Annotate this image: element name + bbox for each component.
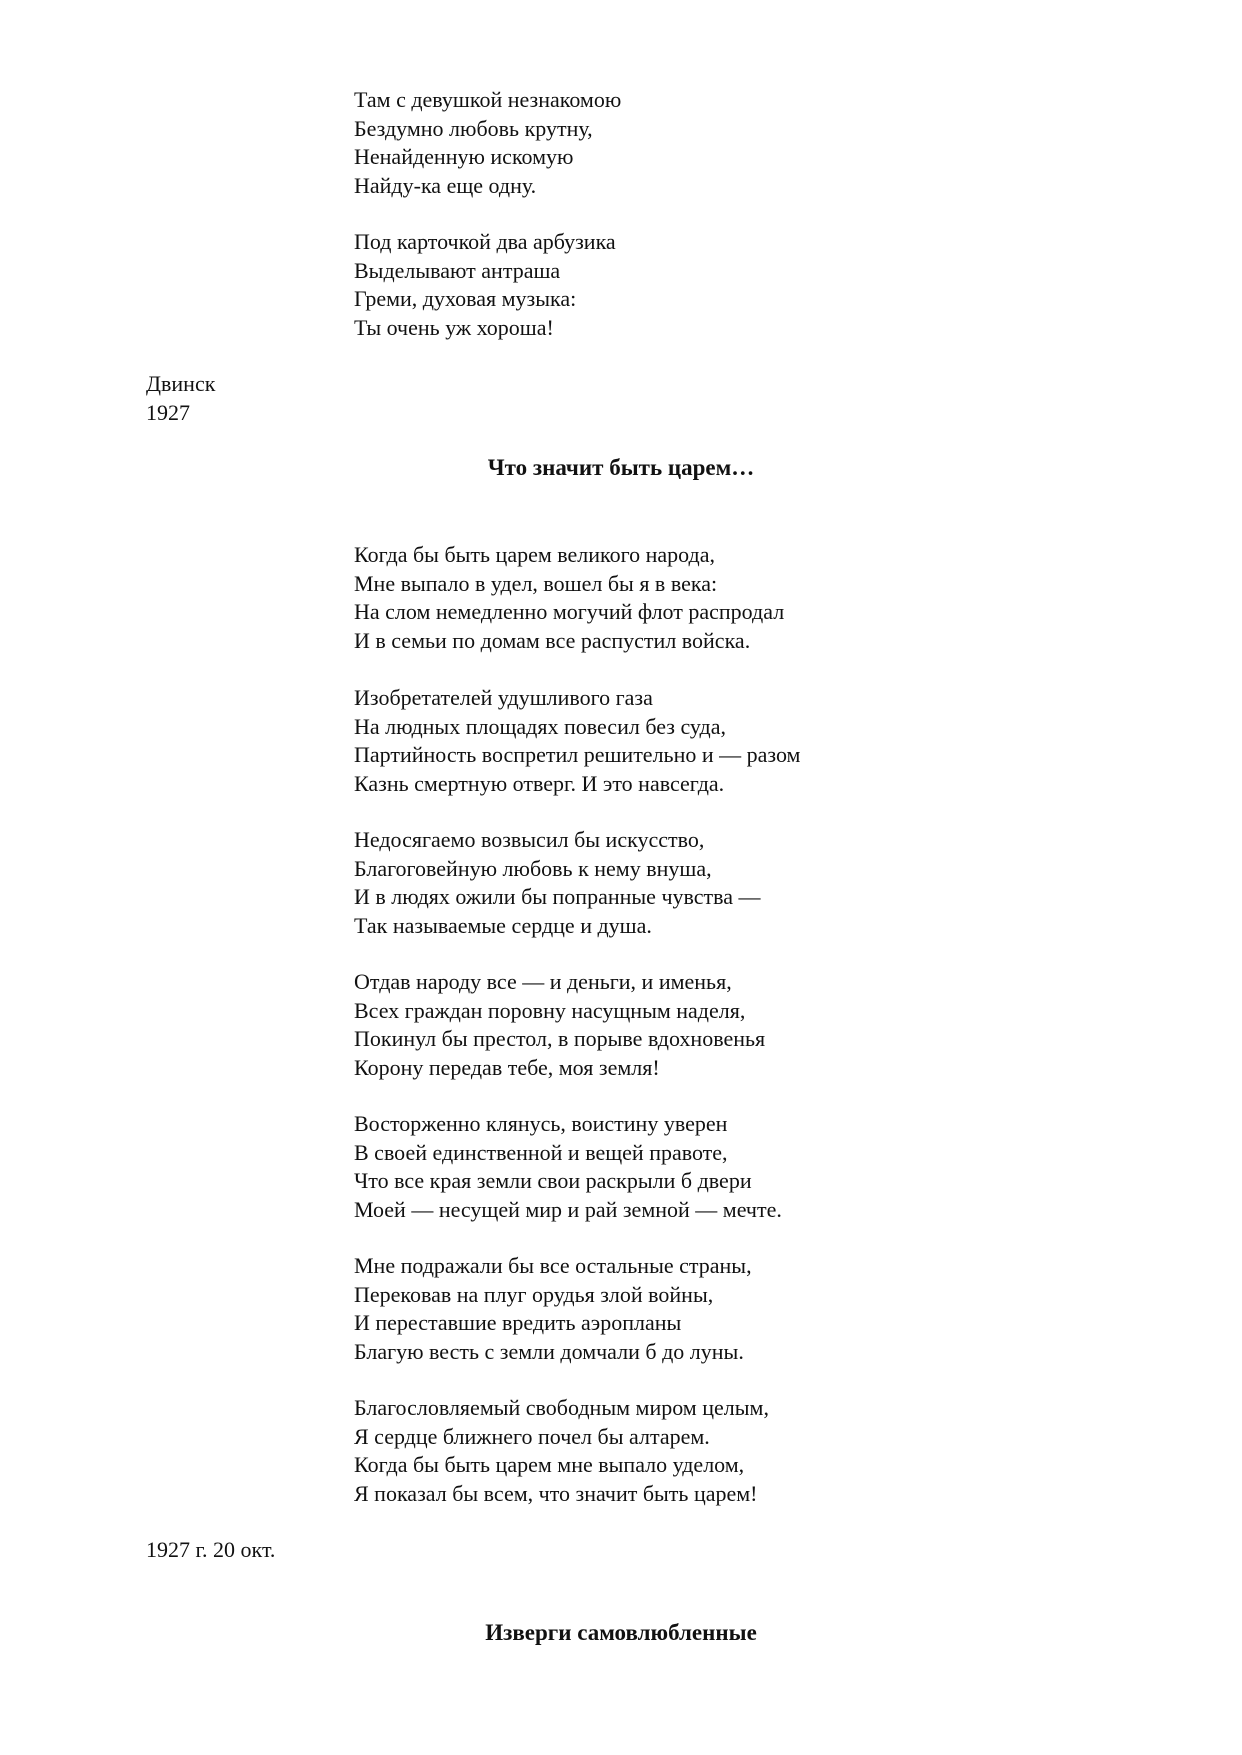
verse-line: Благую весть с земли домчали б до луны. xyxy=(354,1338,744,1364)
verse-line: Корону передав тебе, моя земля! xyxy=(354,1054,660,1080)
verse-line: Ненайденную искомую xyxy=(354,144,574,169)
verse-line: И в семьи по домам все распустил войска. xyxy=(354,627,751,653)
poem1-stanza-2 xyxy=(354,228,616,342)
verse-line: Мне выпало в удел, вошел бы я в века: xyxy=(354,570,718,596)
date-label: 1927 г. 20 окт. xyxy=(146,1537,276,1562)
poem2-stanza-6 xyxy=(354,1252,752,1366)
verse-line: Под карточкой два арбузика xyxy=(354,229,616,254)
date-label: 1927 xyxy=(146,399,190,425)
verse-line: Изобретателей удушливого газа xyxy=(354,685,653,710)
poem2-stanza-7 xyxy=(354,1394,769,1508)
verse-line: Ты очень уж хороша! xyxy=(354,314,554,340)
verse-line: Благословляемый свободным миром целым, xyxy=(354,1395,769,1420)
verse-line: Найду-ка еще одну. xyxy=(354,172,537,198)
verse-line: В своей единственной и вещей правоте, xyxy=(354,1139,728,1165)
poem2-stanza-5 xyxy=(354,1110,782,1224)
verse-line: Когда бы быть царем великого народа, xyxy=(354,542,715,567)
verse-line: Недосягаемо возвысил бы искусство, xyxy=(354,827,705,852)
verse-line: И переставшие вредить аэропланы xyxy=(354,1310,682,1335)
poem3-title: Изверги самовлюбленные xyxy=(485,1620,757,1645)
verse-line: На слом немедленно могучий флот распродал xyxy=(354,599,785,624)
poem2-signature xyxy=(146,1536,275,1565)
poem2-stanza-3 xyxy=(354,826,761,940)
verse-line: Всех граждан поровну насущным наделя, xyxy=(354,997,746,1023)
verse-line: И в людях ожили бы попранные чувства — xyxy=(354,884,761,909)
verse-line: На людных площадях повесил без суда, xyxy=(354,713,727,739)
verse-line: Что все края земли свои раскрыли б двери xyxy=(354,1168,752,1193)
poem2-title: Что значит быть царем… xyxy=(487,455,755,480)
verse-line: Выделывают антраша xyxy=(354,257,561,283)
verse-line: Восторженно клянусь, воистину уверен xyxy=(354,1111,728,1136)
verse-line: Я сердце ближнего почел бы алтарем. xyxy=(354,1423,710,1449)
verse-line: Казнь смертную отверг. И это навсегда. xyxy=(354,770,725,796)
verse-line: Перековав на плуг орудья злой войны, xyxy=(354,1281,714,1307)
poem2-stanza-2 xyxy=(354,684,800,798)
verse-line: Так называемые сердце и душа. xyxy=(354,912,652,938)
place-label: Двинск xyxy=(146,371,216,396)
verse-line: Бездумно любовь крутну, xyxy=(354,115,593,141)
verse-line: Когда бы быть царем мне выпало уделом, xyxy=(354,1452,745,1477)
verse-line: Партийность воспретил решительно и — разом xyxy=(354,742,801,767)
verse-line: Моей — несущей мир и рай земной — мечте. xyxy=(354,1196,782,1222)
verse-line: Мне подражали бы все остальные страны, xyxy=(354,1253,752,1278)
poem2-stanza-1 xyxy=(354,541,784,655)
poem2-stanza-4 xyxy=(354,968,765,1082)
verse-line: Отдав народу все — и деньги, и именья, xyxy=(354,969,732,994)
poem1-stanza-1 xyxy=(354,86,621,200)
verse-line: Греми, духовая музыка: xyxy=(354,286,577,311)
verse-line: Там с девушкой незнакомою xyxy=(354,87,622,112)
verse-line: Благоговейную любовь к нему внуша, xyxy=(354,855,712,881)
verse-line: Покинул бы престол, в порыве вдохновенья xyxy=(354,1026,766,1051)
poem1-signature xyxy=(146,370,215,427)
verse-line: Я показал бы всем, что значит быть царем! xyxy=(354,1480,758,1506)
